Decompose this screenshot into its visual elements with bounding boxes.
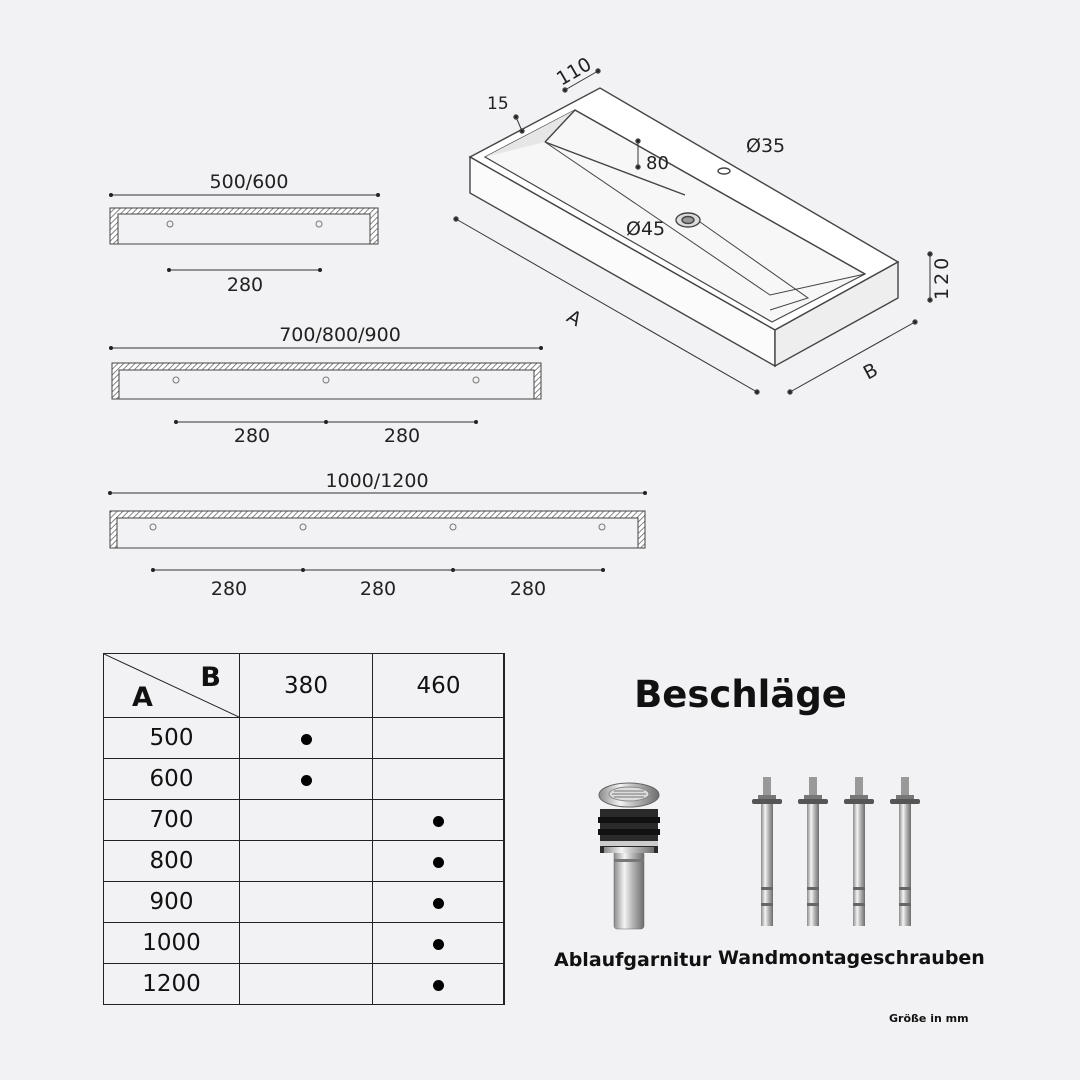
bracket-medium-spacing-label-2: 280 <box>383 425 421 447</box>
size-b460-cell <box>373 882 505 923</box>
table-row <box>104 759 505 800</box>
availability-dot <box>301 775 312 786</box>
availability-dot <box>433 980 444 991</box>
size-a-cell: 600 <box>104 759 240 800</box>
bracket-large-spacing-label-1: 280 <box>210 578 248 600</box>
size-compatibility-table <box>103 653 505 1005</box>
bracket-large-width-label: 1000/1200 <box>325 470 429 492</box>
size-a-cell: 1000 <box>104 923 240 964</box>
wall-mount-screws-image <box>752 775 932 931</box>
availability-dot <box>433 857 444 868</box>
bracket-small-width-label: 500/600 <box>209 171 289 193</box>
bracket-small-spacing-label: 280 <box>226 274 264 296</box>
drain-fitting-image <box>584 781 674 933</box>
size-a-cell: 700 <box>104 800 240 841</box>
drain-fitting-caption: Ablaufgarnitur <box>554 949 712 971</box>
table-row <box>104 841 505 882</box>
bracket-medium-width-label: 700/800/900 <box>279 324 401 346</box>
size-b460-cell <box>373 759 505 800</box>
size-b380-cell <box>240 923 373 964</box>
fittings-title: Beschläge <box>634 673 847 716</box>
size-b380-cell <box>240 800 373 841</box>
wall-screws-caption: Wandmontageschrauben <box>718 947 985 969</box>
fittings-panel <box>503 653 985 1005</box>
overflow-diameter-label: Ø35 <box>746 135 786 157</box>
size-b460-cell <box>373 964 505 1005</box>
table-row <box>104 964 505 1005</box>
bracket-medium-spacing-label-1: 280 <box>233 425 271 447</box>
size-b460-cell <box>373 923 505 964</box>
bracket-small-drawing <box>109 193 380 272</box>
table-row <box>104 923 505 964</box>
table-row <box>104 800 505 841</box>
dimension-110-label: 110 <box>552 53 596 91</box>
units-footnote: Größe in mm <box>889 1012 969 1025</box>
dimension-a-label: A <box>562 305 586 332</box>
size-b380-cell <box>240 759 373 800</box>
column-header-380: 380 <box>240 654 373 718</box>
size-a-cell: 1200 <box>104 964 240 1005</box>
dimension-120-label: 120 <box>931 254 953 300</box>
bracket-large-spacing-label-2: 280 <box>359 578 397 600</box>
size-table-panel <box>103 653 985 1007</box>
availability-dot <box>301 734 312 745</box>
corner-label-b: B <box>200 662 221 693</box>
size-b380-cell <box>240 841 373 882</box>
availability-dot <box>433 939 444 950</box>
bracket-large-drawing <box>108 491 647 572</box>
size-b460-cell <box>373 800 505 841</box>
column-header-460: 460 <box>373 654 505 718</box>
table-row <box>104 718 505 759</box>
dimension-80-label: 80 <box>646 153 669 174</box>
basin-isometric-drawing <box>454 69 932 394</box>
availability-dot <box>433 816 444 827</box>
size-b460-cell <box>373 718 505 759</box>
size-b380-cell <box>240 964 373 1005</box>
size-a-cell: 800 <box>104 841 240 882</box>
dimension-15-label: 15 <box>487 94 509 114</box>
corner-label-a: A <box>132 682 153 713</box>
size-b380-cell <box>240 718 373 759</box>
bracket-medium-drawing <box>109 346 543 424</box>
dimension-b-label: B <box>859 358 882 385</box>
size-b380-cell <box>240 882 373 923</box>
availability-dot <box>433 898 444 909</box>
table-corner-cell <box>104 654 240 718</box>
size-a-cell: 500 <box>104 718 240 759</box>
bracket-large-spacing-label-3: 280 <box>509 578 547 600</box>
table-header-row <box>104 654 505 718</box>
size-a-cell: 900 <box>104 882 240 923</box>
size-b460-cell <box>373 841 505 882</box>
drain-diameter-label: Ø45 <box>626 218 666 240</box>
table-row <box>104 882 505 923</box>
